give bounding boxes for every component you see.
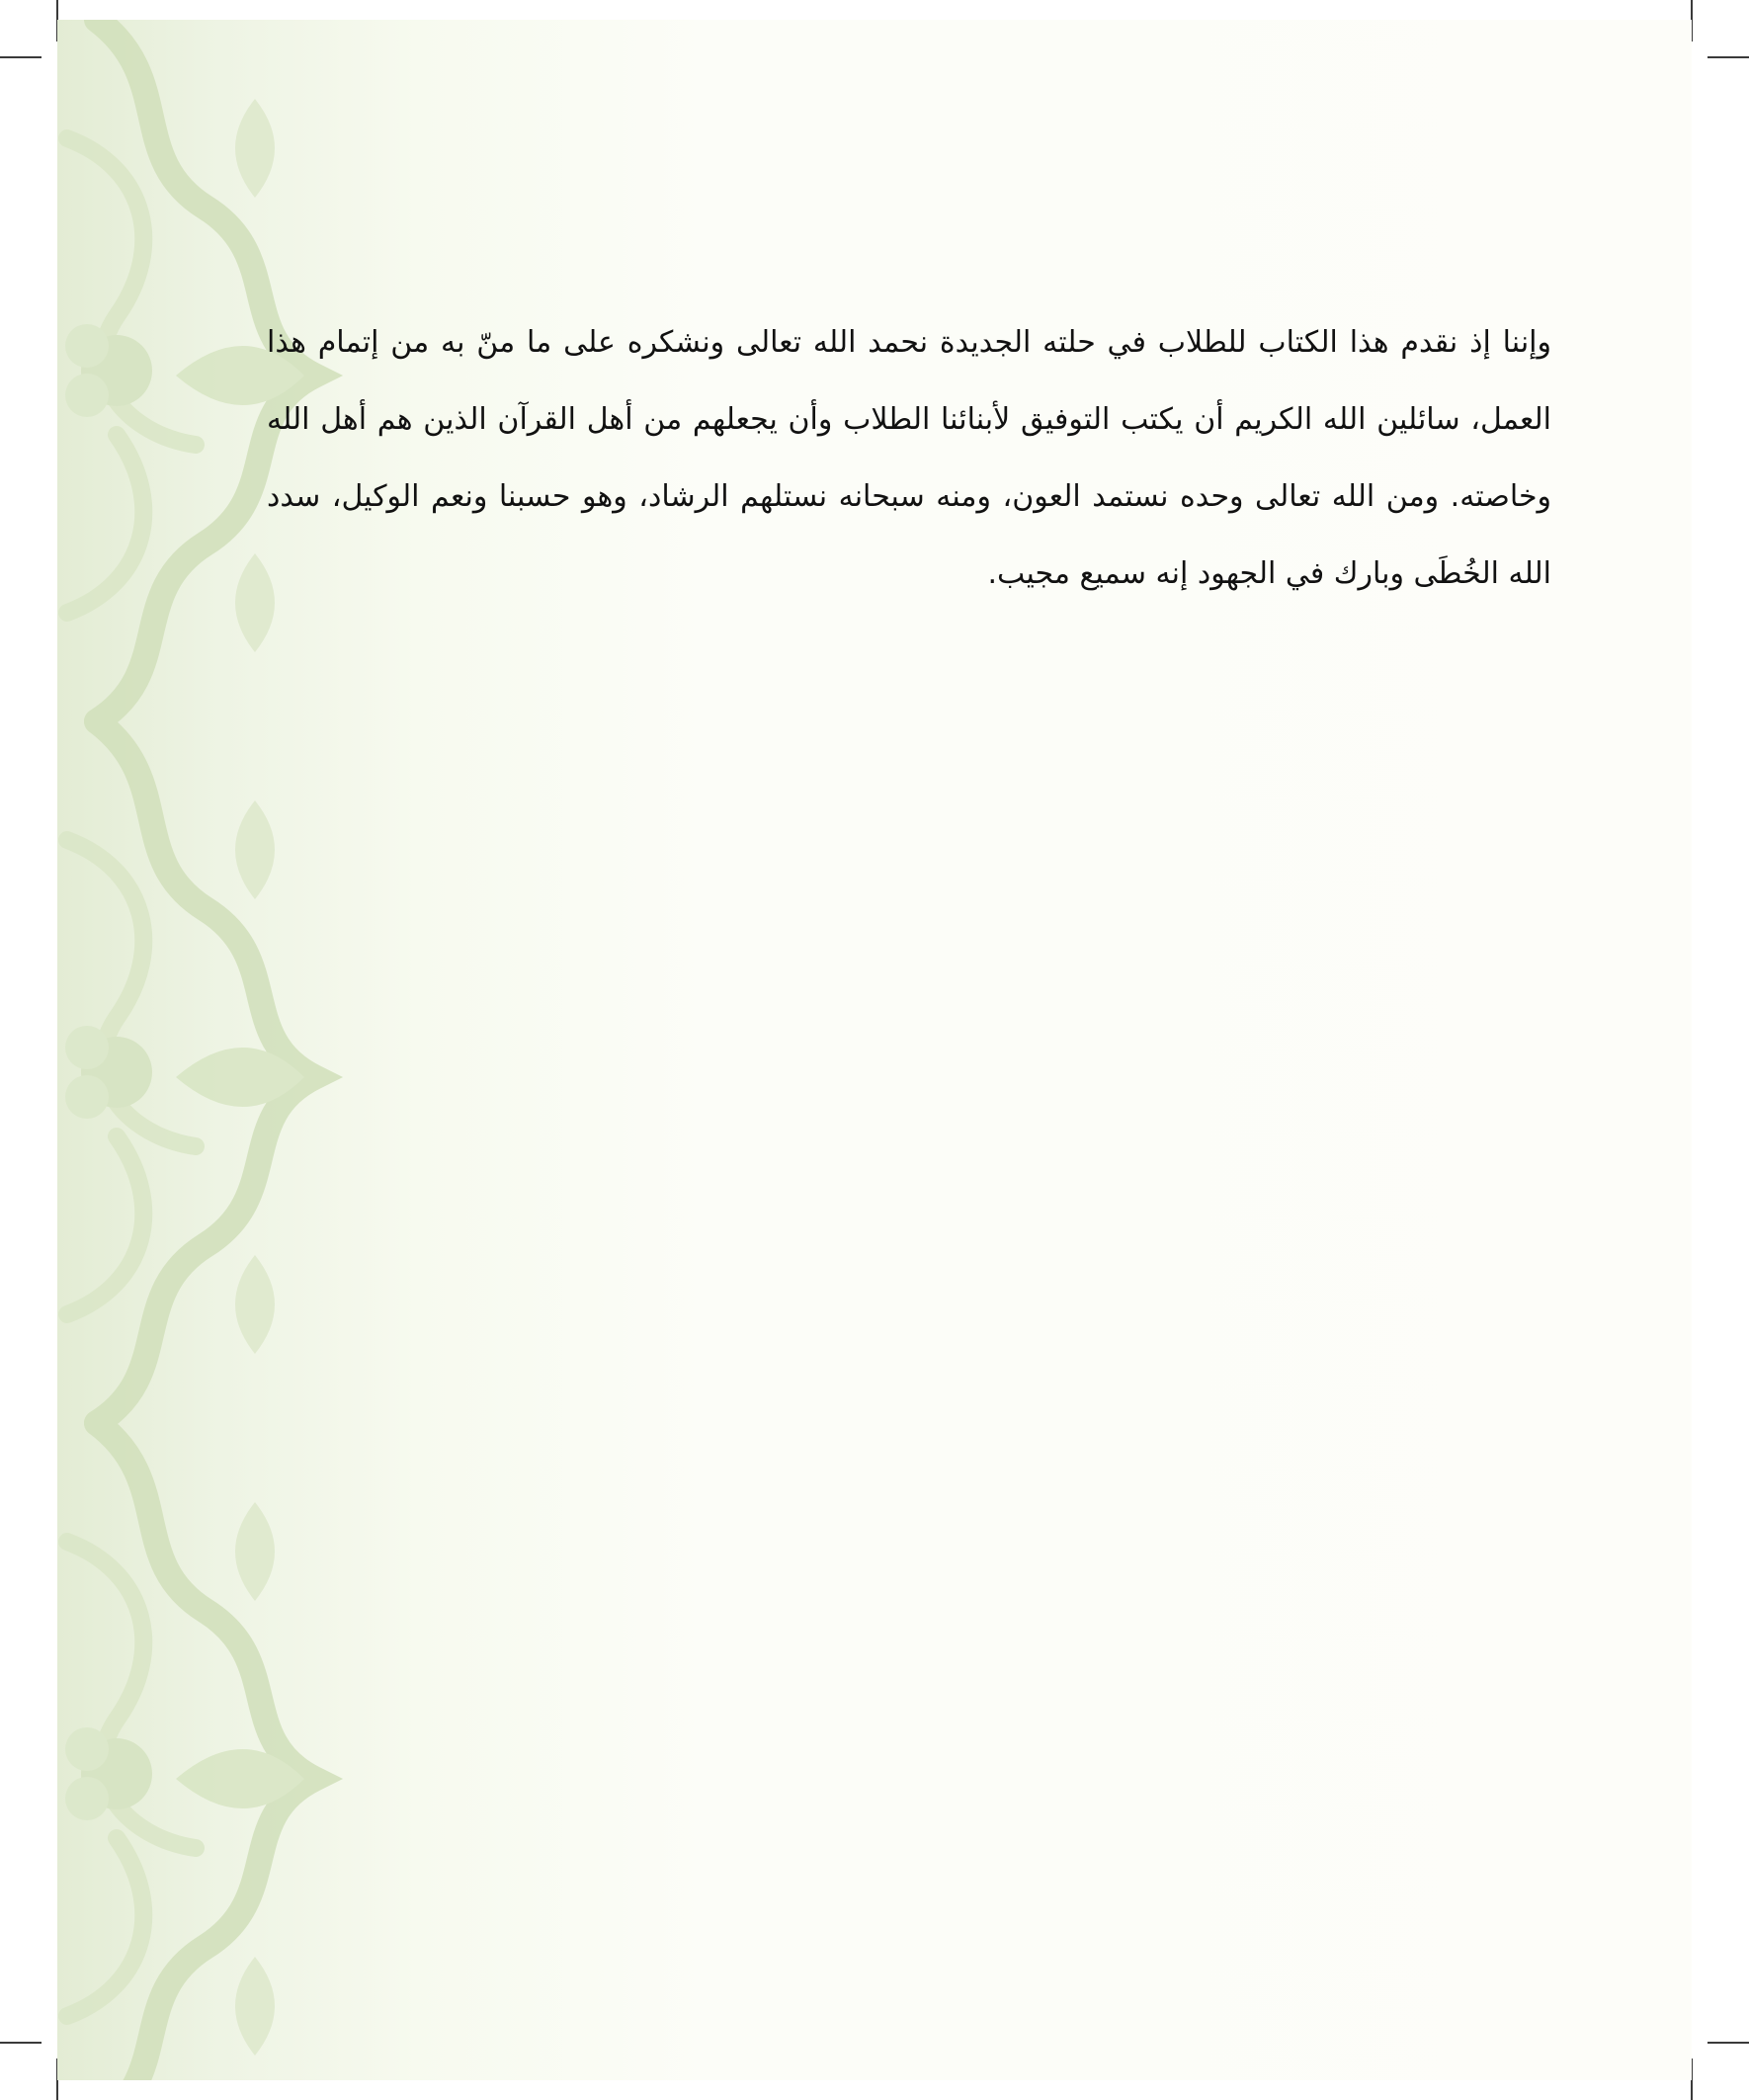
crop-mark-top-right-h (1707, 56, 1749, 58)
book-page (57, 20, 1692, 2080)
body-paragraph: وإننا إذ نقدم هذا الكتاب للطلاب في حلته الجديدة نحمد الله تعالى ونشكره على ما منّ به من إتمام هذا العمل، سائلين الله الكريم أن يكتب التوفيق لأبنائنا الطلاب وأن يجعلهم من أهل القرآن الذين هم أهل الله وخاصته. ومن الله تعالى وحده نستمد العون، ومنه سبحانه نستلهم الرشاد، وهو حسبنا ونعم الوكيل، سدد الله الخُطَى وبارك في الجهود إنه سميع مجيب. (267, 325, 1551, 591)
crop-mark-bottom-right-h (1707, 2042, 1749, 2044)
crop-mark-bottom-left-h (0, 2042, 42, 2044)
crop-mark-top-left-h (0, 56, 42, 58)
